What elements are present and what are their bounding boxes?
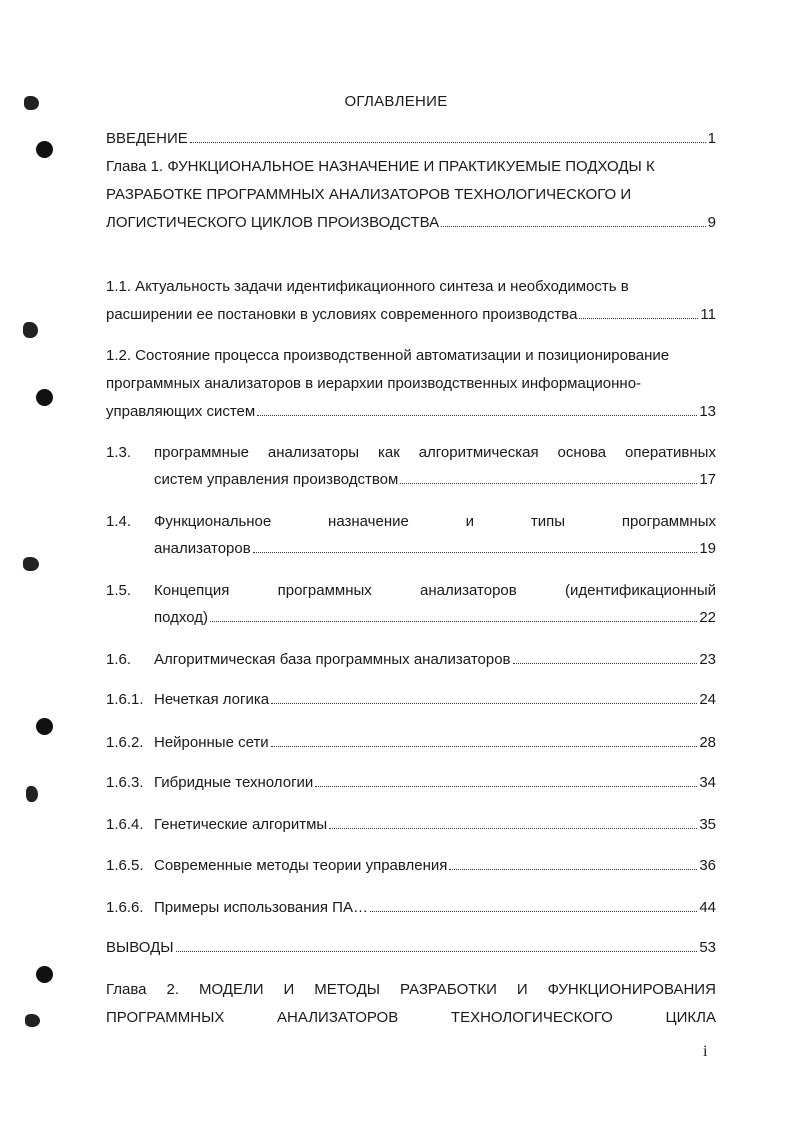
toc-s13-number: 1.3. [106, 444, 132, 461]
toc-entry-page: 34 [699, 774, 716, 791]
dot-leader [210, 621, 697, 622]
toc-entry-label: расширении ее постановки в условиях современного производства [106, 306, 578, 323]
binder-hole [36, 966, 53, 983]
toc-entry-page: 36 [699, 857, 716, 874]
toc-entry-label: Гибридные технологии [154, 774, 314, 791]
word: программные [154, 444, 249, 461]
toc-s165[interactable] [154, 856, 716, 876]
word: назначение [328, 513, 409, 530]
toc-entry-label: Нейронные сети [154, 734, 269, 751]
toc-entry-page: 19 [699, 540, 716, 557]
word: как [377, 444, 400, 461]
word: анализаторы [267, 444, 360, 461]
toc-entry-page: 23 [699, 651, 716, 668]
margin-speck [26, 786, 38, 802]
toc-s162[interactable] [154, 733, 716, 753]
toc-s11-line2[interactable] [106, 305, 716, 325]
toc-s14-number: 1.4. [106, 513, 132, 530]
word: типы [530, 513, 566, 530]
toc-chapter1-line2[interactable]: РАЗРАБОТКЕ ПРОГРАММНЫХ АНАЛИЗАТОРОВ ТЕХНОЛОГИЧЕСКОГО И [106, 186, 632, 203]
toc-s14-line2[interactable] [154, 539, 716, 559]
word: Функциональное [154, 513, 272, 530]
dot-leader [315, 786, 697, 787]
word: МОДЕЛИ [198, 981, 264, 998]
page-title: ОГЛАВЛЕНИЕ [344, 93, 448, 110]
word: программных [277, 582, 372, 599]
toc-entry-conclusions[interactable] [106, 938, 716, 958]
word: оперативных [625, 444, 716, 461]
toc-s12-line1[interactable]: 1.2. Состояние процесса производственной автоматизации и позиционирование [106, 347, 670, 364]
word: (идентификационный [565, 582, 716, 599]
toc-entry-label: Современные методы теории управления [154, 857, 448, 874]
toc-entry-page: 13 [699, 403, 716, 420]
toc-entry-label: Генетические алгоритмы [154, 816, 328, 833]
toc-s161-number: 1.6.1. [106, 691, 144, 708]
page-number: i [703, 1043, 708, 1060]
toc-chapter2-line1[interactable] [106, 980, 716, 1000]
toc-s13-line1[interactable] [154, 443, 716, 463]
toc-entry-page: 22 [699, 609, 716, 626]
toc-entry-page: 1 [707, 130, 716, 147]
word: Концепция [154, 582, 230, 599]
toc-entry-page: 9 [707, 214, 716, 231]
dot-leader [271, 746, 698, 747]
toc-s166[interactable] [154, 898, 716, 918]
dot-leader [176, 951, 698, 952]
toc-s166-number: 1.6.6. [106, 899, 144, 916]
word: ПРОГРАММНЫХ [106, 1009, 225, 1026]
toc-entry-page: 11 [700, 306, 716, 323]
toc-s161[interactable] [154, 690, 716, 710]
word: И [283, 981, 295, 998]
toc-entry-label: Алгоритмическая база программных анализаторов [154, 651, 511, 668]
toc-s165-number: 1.6.5. [106, 857, 144, 874]
toc-chapter1-line3[interactable] [106, 213, 716, 233]
binder-hole [36, 141, 53, 158]
toc-entry-page: 24 [699, 691, 716, 708]
toc-s12-line3[interactable] [106, 402, 716, 422]
binder-hole [36, 718, 53, 735]
word: ФУНКЦИОНИРОВАНИЯ [547, 981, 716, 998]
dot-leader [513, 663, 698, 664]
dot-leader [257, 415, 697, 416]
dot-leader [329, 828, 697, 829]
word: 2. [166, 981, 179, 998]
dot-leader [579, 318, 698, 319]
toc-s16-number: 1.6. [106, 651, 132, 668]
word: Глава [106, 981, 147, 998]
margin-speck [25, 1014, 40, 1027]
toc-entry-label: ЛОГИСТИЧЕСКОГО ЦИКЛОВ ПРОИЗВОДСТВА [106, 214, 440, 231]
toc-entry-page: 44 [699, 899, 716, 916]
word: анализаторов [420, 582, 517, 599]
toc-entry-intro[interactable] [106, 129, 716, 149]
toc-s163[interactable] [154, 773, 716, 793]
toc-entry-label: Нечеткая логика [154, 691, 270, 708]
word: и [465, 513, 475, 530]
word: МЕТОДЫ [314, 981, 381, 998]
word: основа [557, 444, 607, 461]
toc-entry-page: 53 [699, 939, 716, 956]
toc-entry-label: управляющих систем [106, 403, 256, 420]
toc-s13-line2[interactable] [154, 470, 716, 490]
toc-entry-page: 28 [699, 734, 716, 751]
margin-speck [23, 322, 38, 338]
dot-leader [449, 869, 697, 870]
word: ЦИКЛА [665, 1009, 716, 1026]
margin-speck [23, 557, 39, 571]
toc-s15-line1[interactable] [154, 581, 716, 601]
toc-s164-number: 1.6.4. [106, 816, 144, 833]
toc-s162-number: 1.6.2. [106, 734, 144, 751]
dot-leader [370, 911, 697, 912]
toc-s11-line1[interactable]: 1.1. Актуальность задачи идентификационного синтеза и необходимость в [106, 278, 629, 295]
toc-entry-label: подход) [154, 609, 208, 626]
toc-s15-line2[interactable] [154, 608, 716, 628]
word: алгоритмическая [418, 444, 539, 461]
toc-entry-label: анализаторов [154, 540, 251, 557]
toc-s15-number: 1.5. [106, 582, 132, 599]
toc-chapter1-line1[interactable]: Глава 1. ФУНКЦИОНАЛЬНОЕ НАЗНАЧЕНИЕ И ПРАКТИКУЕМЫЕ ПОДХОДЫ К [106, 158, 655, 175]
dot-leader [253, 552, 698, 553]
dot-leader [190, 142, 706, 143]
word: И [516, 981, 528, 998]
toc-entry-label: ВВЕДЕНИЕ [106, 130, 188, 147]
word: ТЕХНОЛОГИЧЕСКОГО [450, 1009, 613, 1026]
toc-s12-line2[interactable]: программных анализаторов в иерархии производственных информационно- [106, 375, 642, 392]
word: программных [621, 513, 716, 530]
word: РАЗРАБОТКИ [399, 981, 497, 998]
toc-entry-page: 35 [699, 816, 716, 833]
toc-s14-line1[interactable] [154, 512, 716, 532]
dot-leader [271, 703, 697, 704]
toc-s16[interactable] [154, 650, 716, 670]
toc-s163-number: 1.6.3. [106, 774, 144, 791]
toc-s164[interactable] [154, 815, 716, 835]
toc-entry-label: систем управления производством [154, 471, 399, 488]
dot-leader [400, 483, 697, 484]
binder-hole [36, 389, 53, 406]
toc-entry-label: ВЫВОДЫ [106, 939, 174, 956]
toc-chapter2-line2[interactable] [106, 1008, 716, 1028]
toc-entry-label: Примеры использования ПА… [154, 899, 368, 916]
word: АНАЛИЗАТОРОВ [277, 1009, 399, 1026]
dot-leader [441, 226, 705, 227]
toc-entry-page: 17 [699, 471, 716, 488]
